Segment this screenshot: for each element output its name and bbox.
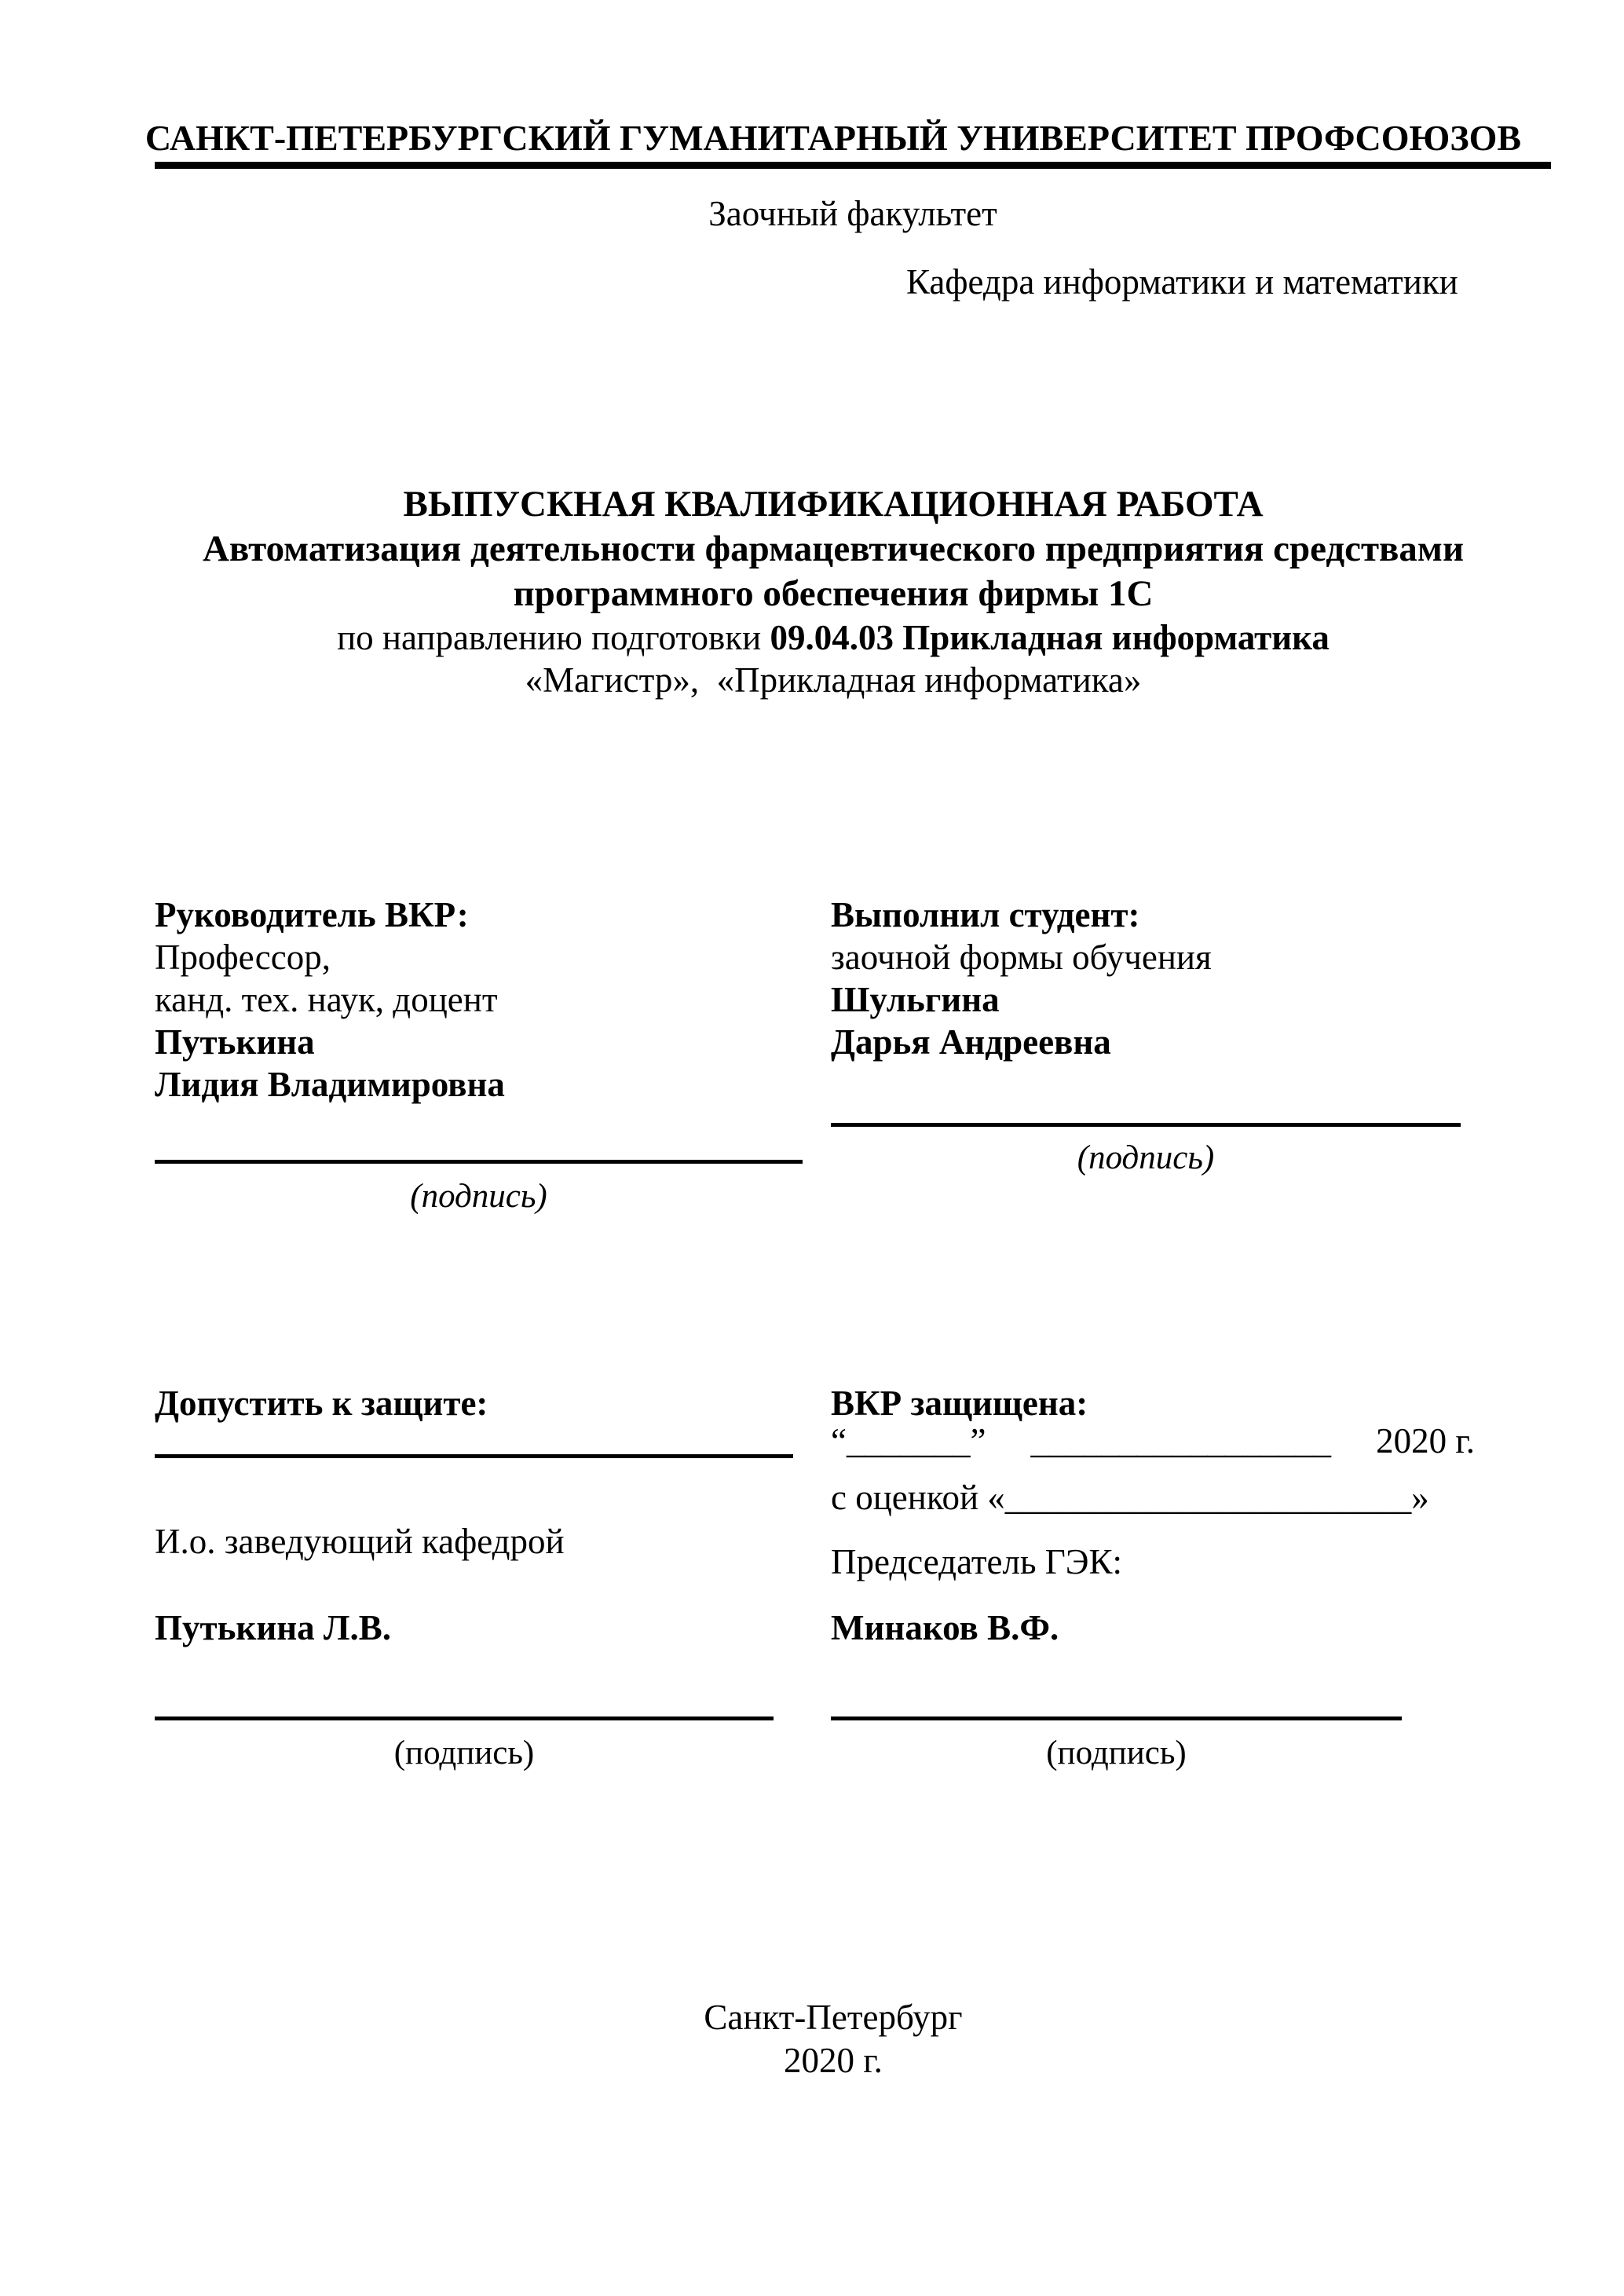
title-block bbox=[115, 482, 1551, 701]
chairman-name: Минаков В.Ф. bbox=[831, 1608, 1059, 1647]
supervisor-surname: Путькина bbox=[155, 1022, 315, 1062]
header-rule bbox=[155, 162, 1551, 169]
degree-line: «Магистр», «Прикладная информатика» bbox=[525, 660, 1142, 700]
student-name-patronymic: Дарья Андреевна bbox=[831, 1022, 1111, 1062]
defense-date-year: 2020 г. bbox=[1376, 1421, 1475, 1461]
student-signature-line bbox=[831, 1123, 1461, 1127]
grade-prefix: с оценкой « bbox=[831, 1478, 1005, 1517]
admission-position: И.о. заведующий кафедрой bbox=[155, 1522, 565, 1561]
defense-label: ВКР защищена: bbox=[831, 1384, 1088, 1423]
supervisor-name-patronymic: Лидия Владимировна bbox=[155, 1065, 505, 1104]
admission-signature-caption: (подпись) bbox=[393, 1735, 535, 1771]
student-study-form: заочной формы обучения bbox=[831, 938, 1212, 977]
chairman-label: Председатель ГЭК: bbox=[831, 1542, 1122, 1581]
defense-date-day-blank: “_______” bbox=[831, 1421, 986, 1461]
university-name: САНКТ-ПЕТЕРБУРГСКИЙ ГУМАНИТАРНЫЙ УНИВЕРСИТЕТ ПРОФСОЮЗОВ bbox=[144, 118, 1522, 158]
supervisor-signature-line bbox=[155, 1160, 803, 1164]
admission-blank-line bbox=[155, 1454, 793, 1458]
direction-line bbox=[115, 616, 1551, 659]
student-label: Выполнил студент: bbox=[831, 895, 1140, 934]
footer-year: 2020 г. bbox=[784, 2041, 883, 2080]
topic-line-1: Автоматизация деятельности фармацевтического предприятия средствами bbox=[202, 528, 1465, 569]
grade-blank: _______________________ bbox=[1004, 1478, 1412, 1517]
direction-prefix: по направлению подготовки bbox=[337, 618, 770, 657]
footer-city: Санкт-Петербург bbox=[704, 1998, 963, 2037]
footer-block bbox=[115, 1996, 1551, 2082]
admission-signature-line bbox=[155, 1717, 774, 1720]
student-block bbox=[831, 894, 1490, 1063]
supervisor-label: Руководитель ВКР: bbox=[155, 895, 469, 934]
faculty-name: Заочный факультет bbox=[708, 194, 997, 233]
defense-date-month-blank: _________________ bbox=[1030, 1421, 1332, 1461]
defense-grade-line bbox=[831, 1476, 1429, 1519]
supervisor-signature-caption: (подпись) bbox=[410, 1178, 547, 1215]
defense-date-line bbox=[831, 1420, 1475, 1462]
student-signature-caption: (подпись) bbox=[1077, 1139, 1215, 1176]
direction-code: 09.04.03 Прикладная информатика bbox=[770, 618, 1330, 657]
chairman-signature-line bbox=[831, 1717, 1402, 1720]
work-type: ВЫПУСКНАЯ КВАЛИФИКАЦИОННАЯ РАБОТА bbox=[403, 484, 1264, 525]
chairman-signature-caption: (подпись) bbox=[1046, 1735, 1187, 1771]
topic-line-2: программного обеспечения фирмы 1С bbox=[513, 573, 1154, 614]
supervisor-block bbox=[155, 894, 814, 1106]
supervisor-position-2: канд. тех. наук, доцент bbox=[155, 980, 498, 1019]
grade-suffix: » bbox=[1411, 1478, 1429, 1517]
admission-name: Путькина Л.В. bbox=[155, 1608, 391, 1647]
admission-label: Допустить к защите: bbox=[155, 1384, 488, 1423]
department-name: Кафедра информатики и математики bbox=[906, 262, 1458, 302]
supervisor-position-1: Профессор, bbox=[155, 938, 331, 977]
student-surname: Шульгина bbox=[831, 980, 1000, 1019]
